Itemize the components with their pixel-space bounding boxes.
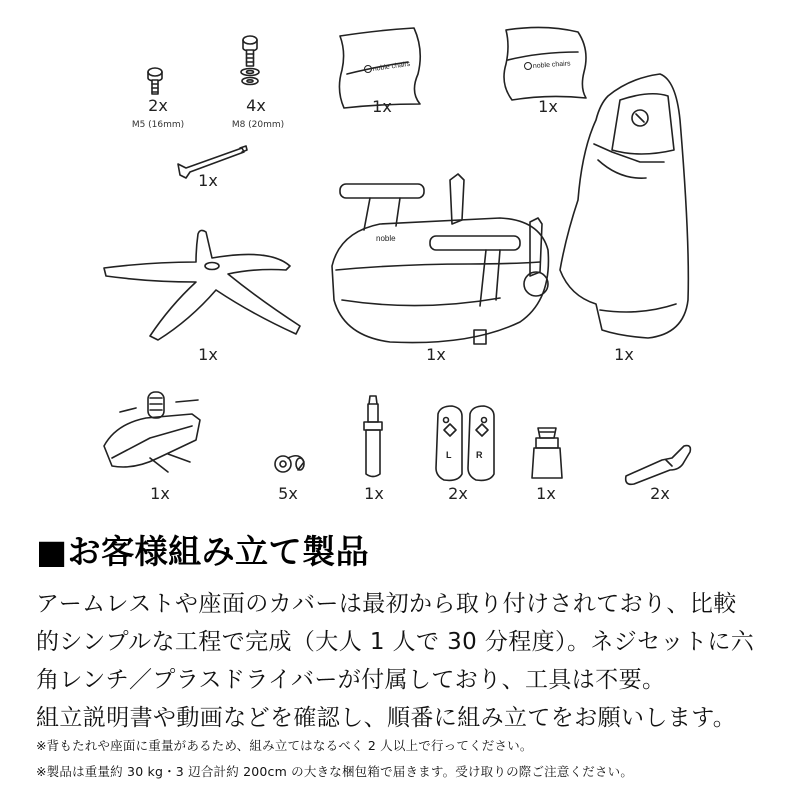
bracket-cover-icon xyxy=(626,446,691,485)
m8-screw-spec: M8 (20mm) xyxy=(231,120,285,130)
gas-lift-cover-qty: 1x xyxy=(536,484,556,503)
base-qty: 1x xyxy=(198,345,218,364)
gas-lift-qty: 1x xyxy=(364,484,384,503)
note-delivery: ※製品は重量約 30 kg・3 辺合計約 200cm の大きな梱包箱で届きます。受け取りの際ご注意ください。 xyxy=(36,764,634,779)
mechanism-icon xyxy=(104,392,200,472)
headrest-pillow-qty: 1x xyxy=(372,97,392,116)
side-cover-qty: 2x xyxy=(448,484,468,503)
headrest-brand: noble chairs xyxy=(372,60,411,73)
seat-brand: noble xyxy=(376,234,396,243)
gas-lift-cover-icon xyxy=(532,428,562,478)
description-line-3: 角レンチ／プラスドライバーが付属しており、工具は不要。 xyxy=(36,667,666,693)
m5-screw-icon xyxy=(148,68,162,94)
description-line-2: 的シンプルな工程で完成（大人 1 人で 30 分程度）。ネジセットに六 xyxy=(36,629,755,655)
side-cover-right-icon xyxy=(468,406,494,480)
lumbar-brand: noble chairs xyxy=(532,60,571,70)
description-line-1: アームレストや座面のカバーは最初から取り付けされており、比較 xyxy=(36,591,737,617)
seat-icon xyxy=(332,174,548,344)
mechanism-qty: 1x xyxy=(150,484,170,503)
m8-screw-icon xyxy=(241,36,259,85)
side-cover-left-mark: L xyxy=(446,450,452,460)
bracket-cover-qty: 2x xyxy=(650,484,670,503)
caster-icon xyxy=(275,456,304,472)
note-assembly: ※背もたれや座面に重量があるため、組み立てはなるべく 2 人以上で行ってください。 xyxy=(36,738,533,753)
allen-key-qty: 1x xyxy=(198,171,218,190)
side-cover-right-mark: R xyxy=(476,450,483,460)
seat-qty: 1x xyxy=(426,345,446,364)
lumbar-pillow-qty: 1x xyxy=(538,97,558,116)
caster-qty: 5x xyxy=(278,484,298,503)
gas-lift-icon xyxy=(364,396,382,477)
description-line-4: 組立説明書や動画などを確認し、順番に組み立てをお願いします。 xyxy=(36,705,737,731)
m5-screw-qty: 2x xyxy=(148,96,168,115)
backrest-qty: 1x xyxy=(614,345,634,364)
side-cover-left-icon xyxy=(436,406,462,480)
m5-screw-spec: M5 (16mm) xyxy=(131,120,185,130)
backrest-icon xyxy=(560,74,688,338)
section-heading: ■お客様組み立て製品 xyxy=(36,532,370,571)
description-paragraph xyxy=(36,585,776,737)
m8-screw-qty: 4x xyxy=(246,96,266,115)
base-icon xyxy=(104,230,300,340)
